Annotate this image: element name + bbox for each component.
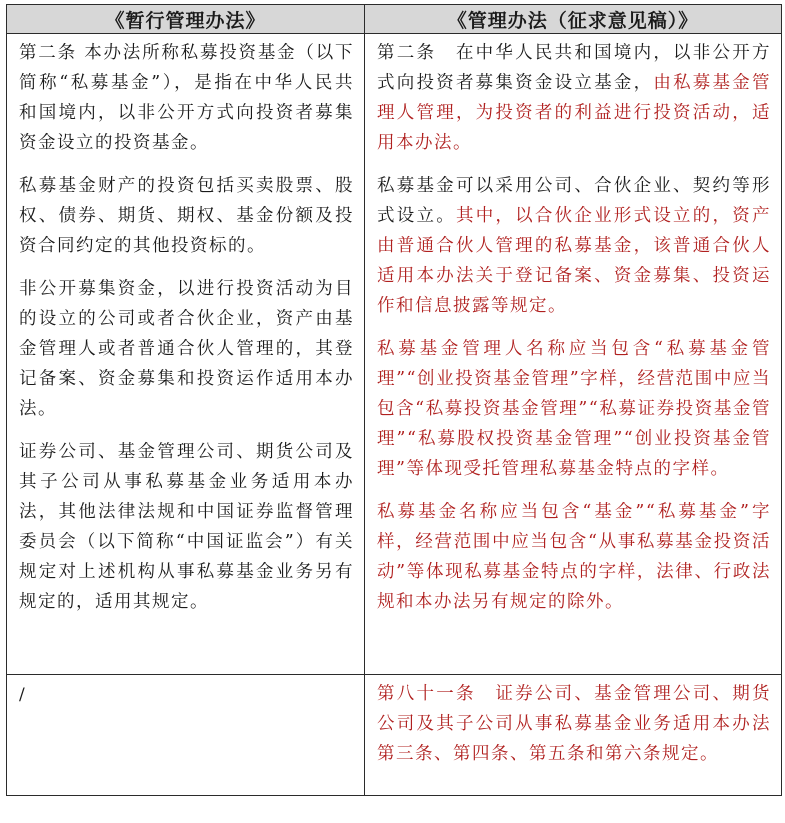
unchanged-text: 第二条 在中华人民共和国境内，以非公开方式向投资者募集资金设立基金， [377, 43, 771, 93]
interim-empty-cell [7, 675, 365, 796]
table-row [7, 675, 782, 796]
draft-paragraph-1 [377, 38, 771, 158]
header-row [7, 5, 782, 34]
interim-article-cell [7, 34, 365, 675]
amended-text: 其中，以合伙企业形式设立的，资产由普通合伙人管理的私募基金，该普通合伙人适用本办法关于登记备案、资金募集、投资运作和信息披露等规定。 [377, 206, 772, 316]
header-interim-measures: 《暂行管理办法》 [7, 5, 365, 34]
unchanged-text: 私募基金可以采用公司、合伙企业、契约等形式设立。 [377, 176, 771, 226]
interim-paragraph-4: 证券公司、基金管理公司、期货公司及其子公司从事私募基金业务适用本办法，其他法律法规和中国证券监督管理委员会（以下简称“中国证监会”）有关规定对上述机构从事私募基金业务另有规定的，适用其规定。 [19, 442, 354, 612]
interim-paragraph-3: 非公开募集资金，以进行投资活动为目的设立的公司或者合伙企业，资产由基金管理人或者普通合伙人管理的，其登记备案、资金募集和投资运作适用本办法。 [19, 279, 354, 419]
interim-paragraph-2: 私募基金财产的投资包括买卖股票、股权、债券、期货、期权、基金份额及投资合同约定的其他投资标的。 [19, 176, 354, 256]
interim-paragraph-1: 第二条 本办法所称私募投资基金（以下简称“私募基金”），是指在中华人民共和国境内，以非公开方式向投资者募集资金设立的投资基金。 [19, 43, 354, 153]
no-counterpart-mark: / [19, 685, 25, 705]
draft-paragraph-2 [377, 171, 771, 321]
draft-article-81: 第八十一条 证券公司、基金管理公司、期货公司及其子公司从事私募基金业务适用本办法第三条、第四条、第五条和第六条规定。 [377, 684, 771, 764]
draft-paragraph-4: 私募基金名称应当包含“基金”“私募基金”字样，经营范围中应当包含“从事私募基金投资活动”等体现私募基金特点的字样，法律、行政法规和本办法另有规定的除外。 [377, 502, 771, 612]
amended-text: 由私募基金管理人管理，为投资者的利益进行投资活动，适用本办法。 [377, 73, 772, 153]
draft-paragraph-3: 私募基金管理人名称应当包含“私募基金管理”“创业投资基金管理”字样，经营范围中应当包含“私募投资基金管理”“私募证券投资基金管理”“私募股权投资基金管理”“创业投资基金管理”等体现受托管理私募基金特点的字样。 [377, 339, 771, 479]
table-row [7, 34, 782, 675]
draft-article-cell [365, 34, 782, 675]
header-draft-measures: 《管理办法（征求意见稿）》 [365, 5, 782, 34]
comparison-table [6, 4, 782, 796]
draft-article-81-cell [365, 675, 782, 796]
